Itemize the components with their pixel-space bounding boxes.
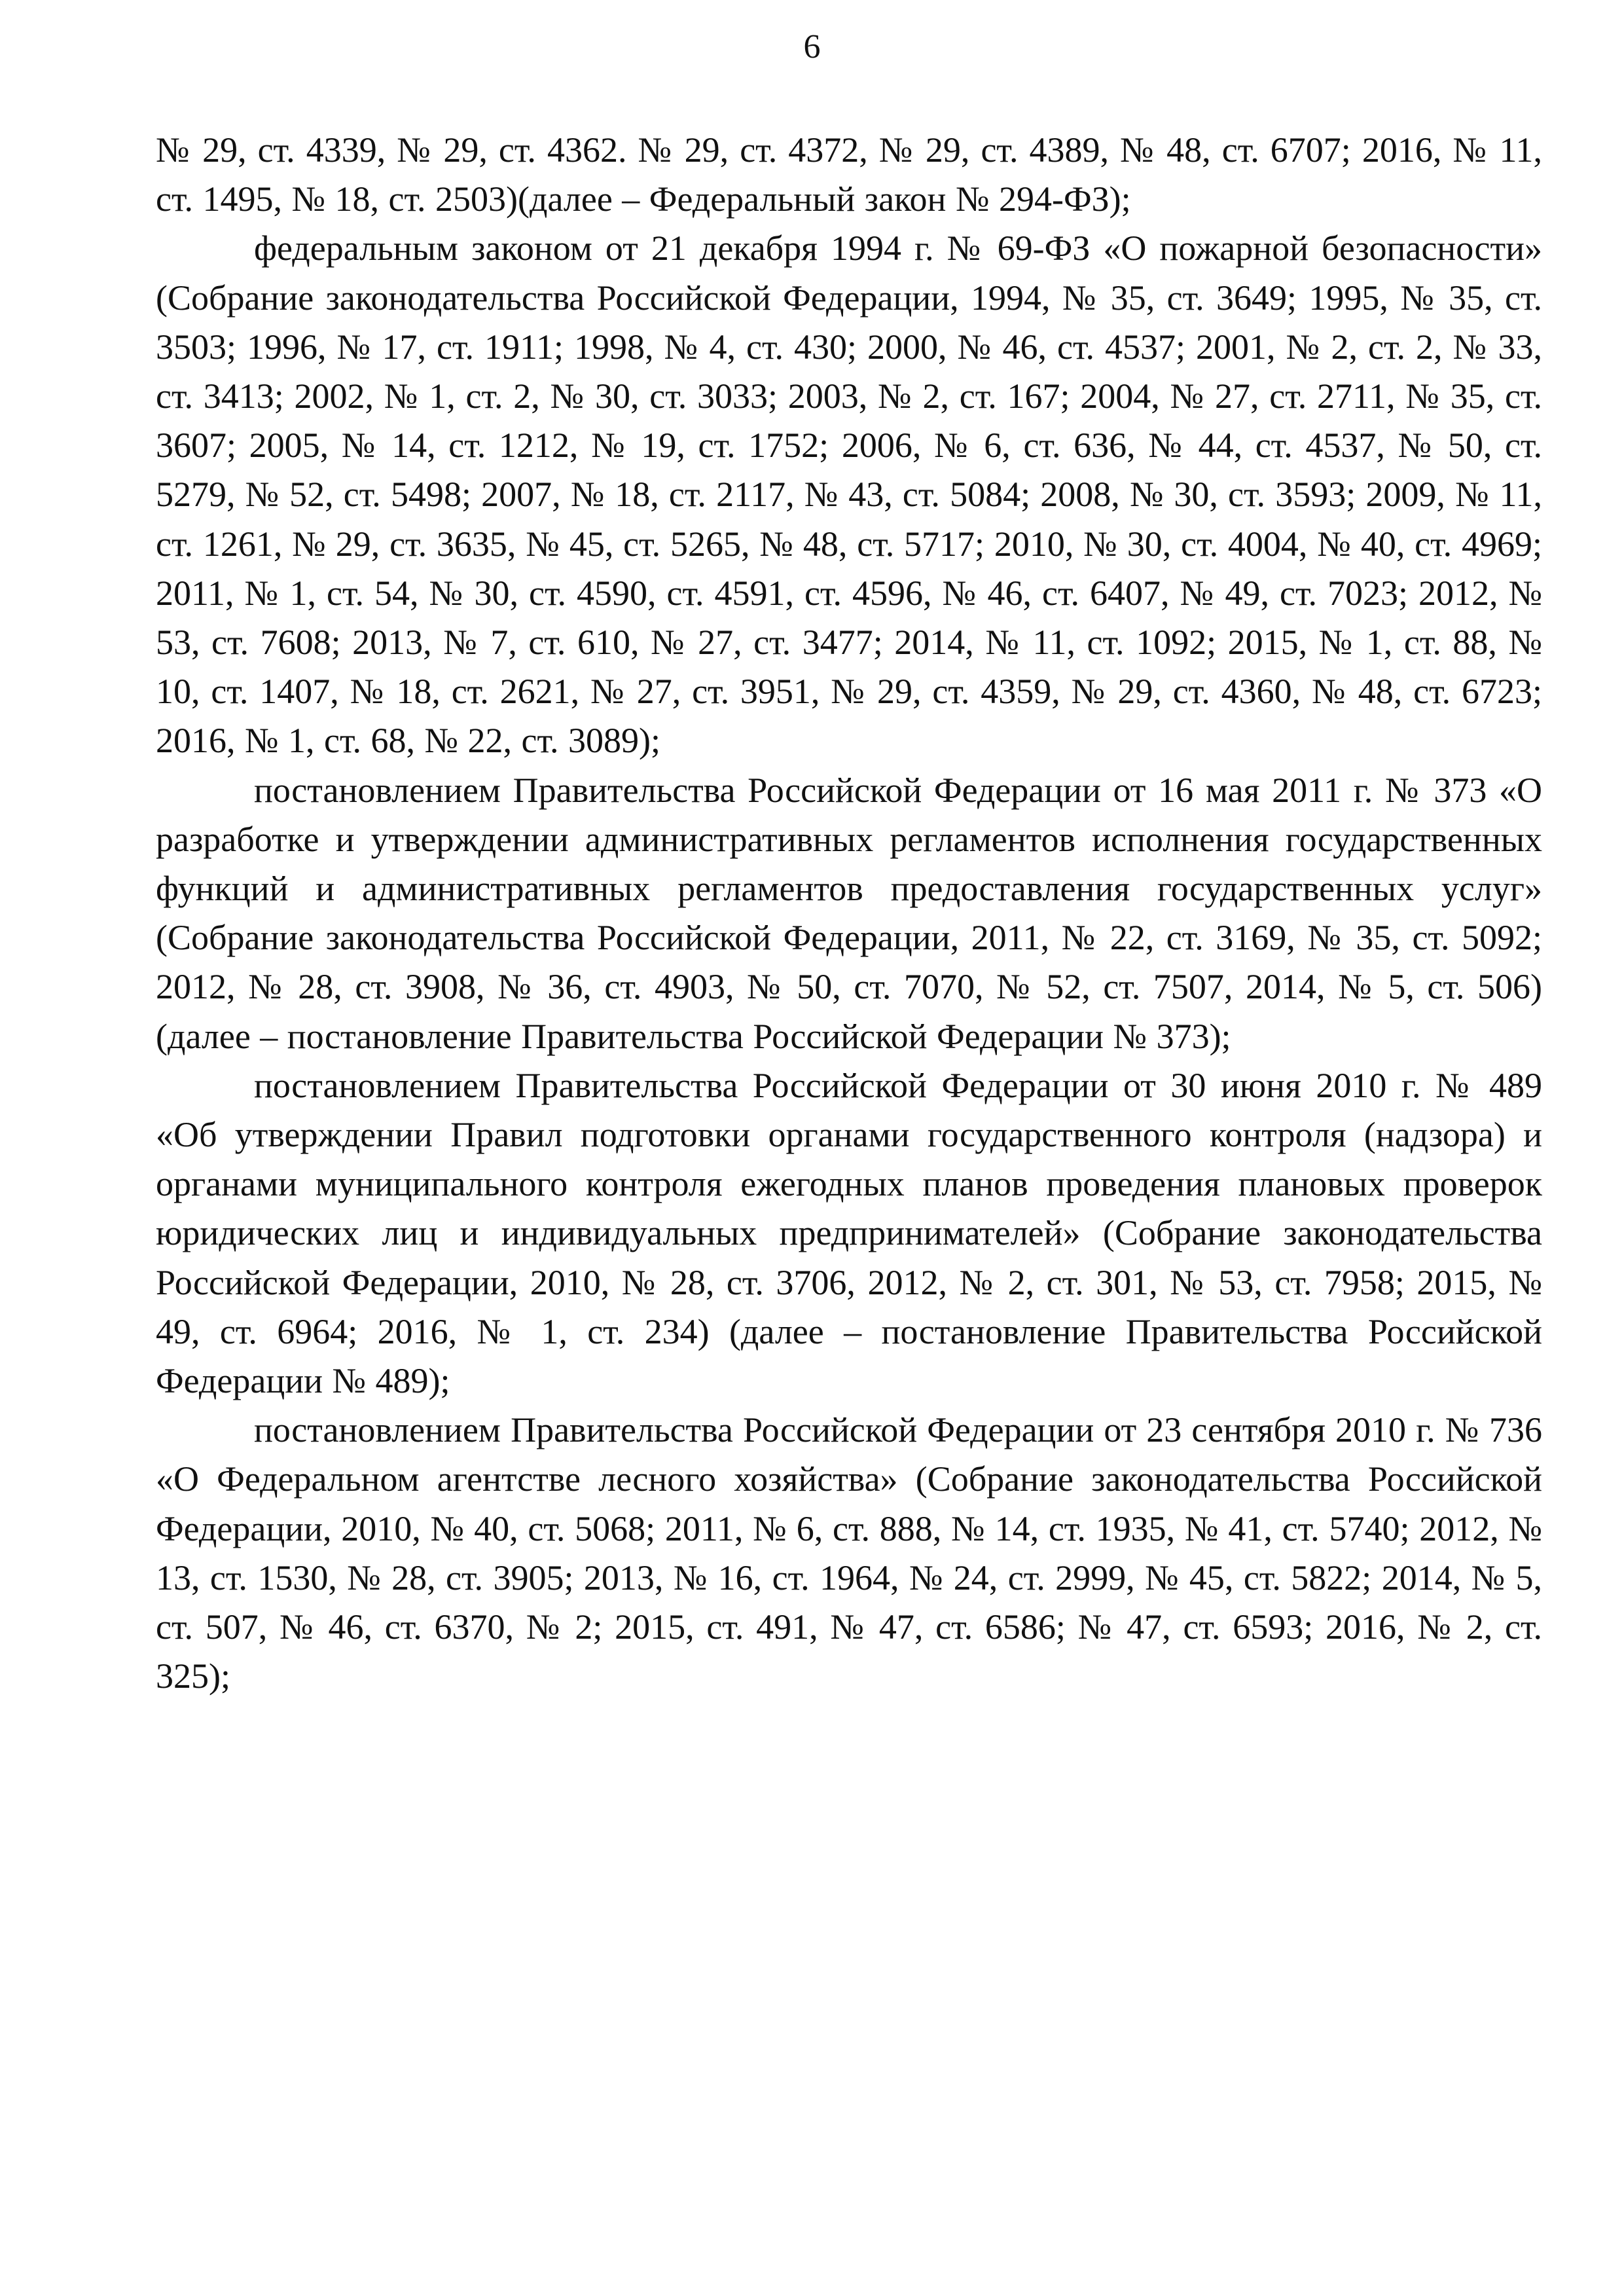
paragraph-resolution-489: постановлением Правительства Российской Федерации от 30 июня 2010 г. № 489 «Об утверждении Правил подготовки органами государственного контроля (надзора) и органами муниципального контроля ежегодных планов проведения плановых проверок юридических лиц и индивидуальных предпринимателей» (Собрание законодательства Российской Федерации, 2010, № 28, ст. 3706, 2012, № 2, ст. 301, № 53, ст. 7958; 2015, № 49, ст. 6964; 2016, № 1, ст. 234) (далее – постановление Правительства Российской Федерации № 489); — [156, 1065, 1542, 1401]
page-number: 6 — [803, 28, 821, 65]
document-body — [156, 126, 1542, 1702]
paragraph-resolution-736: постановлением Правительства Российской Федерации от 23 сентября 2010 г. № 736 «О Федеральном агентстве лесного хозяйства» (Собрание законодательства Российской Федерации, 2010, № 40, ст. 5068; 2011, № 6, ст. 888, № 14, ст. 1935, № 41, ст. 5740; 2012, № 13, ст. 1530, № 28, ст. 3905; 2013, № 16, ст. 1964, № 24, ст. 2999, № 45, ст. 5822; 2014, № 5, ст. 507, № 46, ст. 6370, № 2; 2015, ст. 491, № 47, ст. 6586; № 47, ст. 6593; 2016, № 2, ст. 325); — [156, 1410, 1542, 1696]
paragraph-continuation-citations: № 29, ст. 4339, № 29, ст. 4362. № 29, ст. 4372, № 29, ст. 4389, № 48, ст. 6707; 2016, № 11, ст. 1495, № 18, ст. 2503)(далее – Федеральный закон № 294-ФЗ); — [156, 130, 1542, 219]
paragraph-resolution-373: постановлением Правительства Российской Федерации от 16 мая 2011 г. № 373 «О разработке и утверждении административных регламентов исполнения государственных функций и административных регламентов предоставления государственных услуг» (Собрание законодательства Российской Федерации, 2011, № 22, ст. 3169, № 35, ст. 5092; 2012, № 28, ст. 3908, № 36, ст. 4903, № 50, ст. 7070, № 52, ст. 7507, 2014, № 5, ст. 506) (далее – постановление Правительства Российской Федерации № 373); — [156, 770, 1542, 1056]
paragraph-fire-safety-law: федеральным законом от 21 декабря 1994 г. № 69-ФЗ «О пожарной безопасности» (Собрание законодательства Российской Федерации, 1994, № 35, ст. 3649; 1995, № 35, ст. 3503; 1996, № 17, ст. 1911; 1998, № 4, ст. 430; 2000, № 46, ст. 4537; 2001, № 2, ст. 2, № 33, ст. 3413; 2002, № 1, ст. 2, № 30, ст. 3033; 2003, № 2, ст. 167; 2004, № 27, ст. 2711, № 35, ст. 3607; 2005, № 14, ст. 1212, № 19, ст. 1752; 2006, № 6, ст. 636, № 44, ст. 4537, № 50, ст. 5279, № 52, ст. 5498; 2007, № 18, ст. 2117, № 43, ст. 5084; 2008, № 30, ст. 3593; 2009, № 11, ст. 1261, № 29, ст. 3635, № 45, ст. 5265, № 48, ст. 5717; 2010, № 30, ст. 4004, № 40, ст. 4969; 2011, № 1, ст. 54, № 30, ст. 4590, ст. 4591, ст. 4596, № 46, ст. 6407, № 49, ст. 7023; 2012, № 53, ст. 7608; 2013, № 7, ст. 610, № 27, ст. 3477; 2014, № 11, ст. 1092; 2015, № 1, ст. 88, № 10, ст. 1407, № 18, ст. 2621, № 27, ст. 3951, № 29, ст. 4359, № 29, ст. 4360, № 48, ст. 6723; 2016, № 1, ст. 68, № 22, ст. 3089); — [156, 228, 1542, 761]
